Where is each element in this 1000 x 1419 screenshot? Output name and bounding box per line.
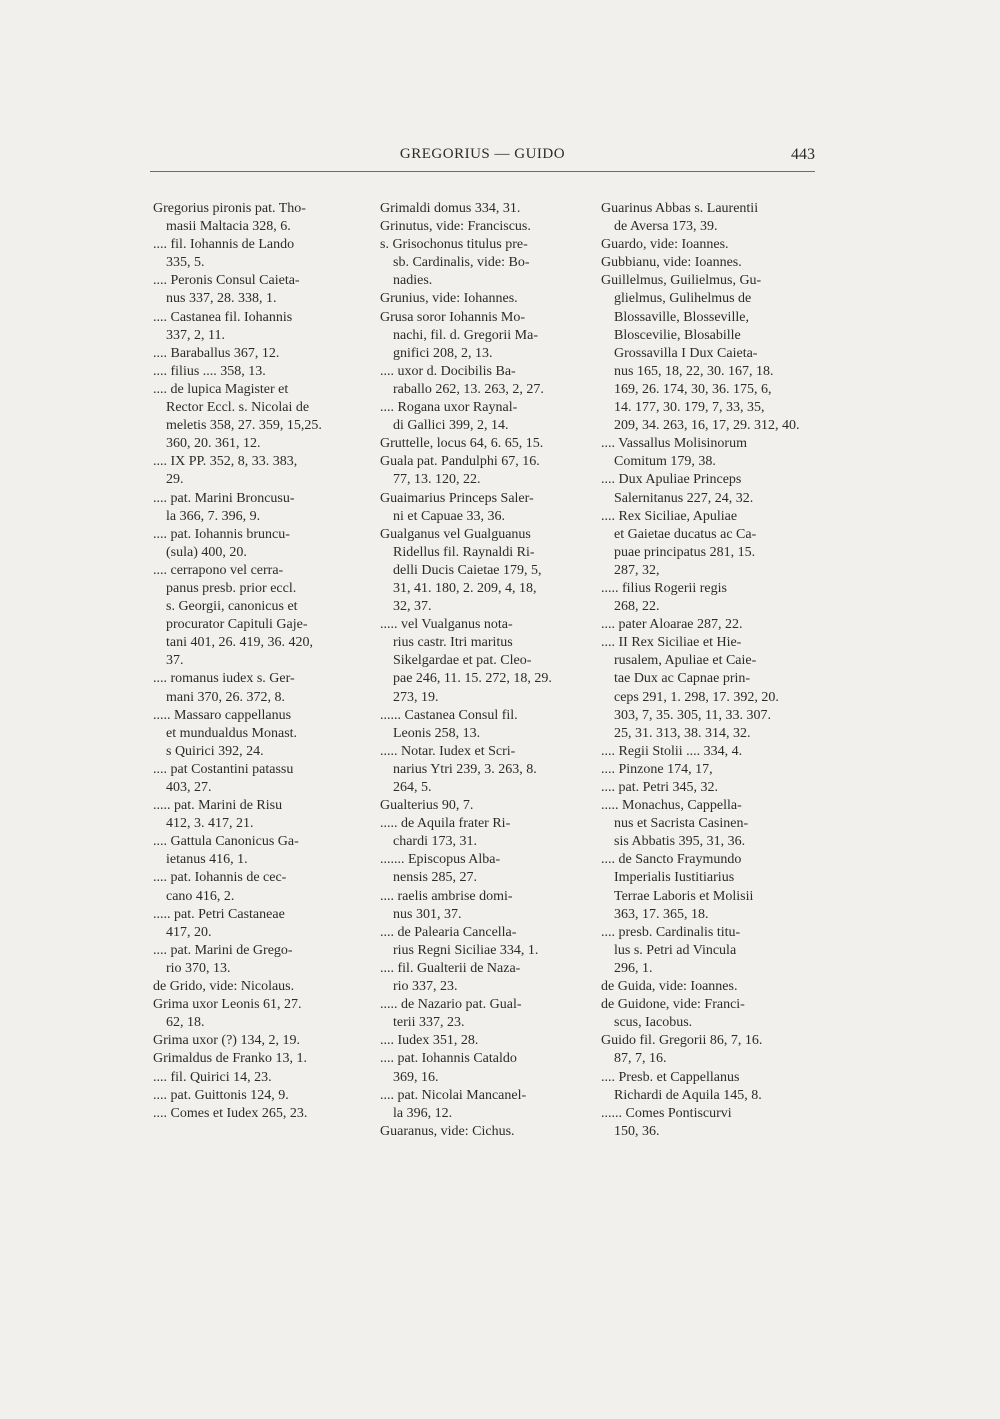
index-entry-line: .... raelis ambrise domi- [380, 888, 513, 904]
index-entry-line: ....... Episcopus Alba- [380, 852, 501, 868]
index-continuation-line: ni et Capuae 33, 36. [393, 508, 505, 524]
index-column-2 [380, 200, 595, 1141]
index-entry-line: Guillelmus, Guilielmus, Gu- [601, 273, 762, 289]
index-continuation-line: s. Georgii, canonicus et [166, 599, 298, 615]
index-entry-line: ...... Castanea Consul fil. [380, 707, 518, 723]
index-entry-line: .... pat. Iohannis bruncu- [153, 526, 290, 542]
index-continuation-line: 150, 36. [614, 1123, 660, 1139]
index-entry-line: .... filius .... 358, 13. [153, 363, 266, 379]
index-entry-line: .... II Rex Siciliae et Hie- [601, 635, 742, 651]
index-continuation-line: 273, 19. [393, 689, 439, 705]
index-entry-line: Guala pat. Pandulphi 67, 16. [380, 454, 540, 470]
index-entry-line: .... Iudex 351, 28. [380, 1033, 479, 1049]
index-continuation-line: ietanus 416, 1. [166, 852, 248, 868]
index-entry-line: .... pat Costantini patassu [153, 761, 294, 777]
index-continuation-line: gnifici 208, 2, 13. [393, 345, 493, 361]
index-entry-line: Gualterius 90, 7. [380, 798, 474, 814]
index-entry-line: .... pat. Iohannis Cataldo [380, 1051, 517, 1067]
index-entry-line: ..... de Aquila frater Ri- [380, 816, 511, 832]
index-entry-line: de Guida, vide: Ioannes. [601, 979, 738, 995]
index-entry-line: ..... pat. Marini de Risu [153, 798, 283, 814]
index-continuation-line: scus, Iacobus. [614, 1015, 693, 1031]
index-continuation-line: Grossavilla I Dux Caieta- [614, 345, 758, 361]
index-entry-line: .... Comes et Iudex 265, 23. [153, 1105, 308, 1121]
index-continuation-line: 360, 20. 361, 12. [166, 436, 261, 452]
index-entry-line: Grinutus, vide: Franciscus. [380, 219, 531, 235]
index-entry-line: Grimaldi domus 334, 31. [380, 201, 521, 216]
index-entry-line: ..... Notar. Iudex et Scri- [380, 743, 516, 759]
index-continuation-line: di Gallici 399, 2, 14. [393, 418, 509, 434]
index-entry-line: .... de Sancto Fraymundo [601, 852, 742, 868]
index-entry-line: .... pater Aloarae 287, 22. [601, 617, 743, 633]
index-continuation-line: 363, 17. 365, 18. [614, 906, 709, 922]
index-entry-line: .... fil. Iohannis de Lando [153, 237, 295, 253]
index-continuation-line: 369, 16. [393, 1069, 439, 1085]
index-entry-line: .... Peronis Consul Caieta- [153, 273, 300, 289]
index-continuation-line: sis Abbatis 395, 31, 36. [614, 834, 746, 850]
index-continuation-line: ceps 291, 1. 298, 17. 392, 20. [614, 689, 779, 705]
index-continuation-line: 264, 5. [393, 780, 432, 795]
index-continuation-line: nachi, fil. d. Gregorii Ma- [393, 327, 539, 343]
index-continuation-line: nadies. [393, 273, 433, 289]
index-entry-line: Gregorius pironis pat. Tho- [153, 201, 306, 216]
index-continuation-line: 403, 27. [166, 780, 212, 795]
index-entry-line: .... uxor d. Docibilis Ba- [380, 363, 516, 379]
index-continuation-line: procurator Capituli Gaje- [166, 617, 308, 633]
index-continuation-line: rio 337, 23. [393, 979, 458, 995]
index-continuation-line: 29. [166, 472, 184, 488]
index-entry-line: Guardo, vide: Ioannes. [601, 237, 729, 253]
index-continuation-line: chardi 173, 31. [393, 834, 477, 850]
index-continuation-line: nensis 285, 27. [393, 870, 477, 886]
index-continuation-line: mani 370, 26. 372, 8. [166, 689, 285, 705]
index-continuation-line: la 366, 7. 396, 9. [166, 508, 261, 524]
index-continuation-line: 32, 37. [393, 599, 432, 615]
index-continuation-line: 268, 22. [614, 599, 660, 615]
index-continuation-line: Comitum 179, 38. [614, 454, 716, 470]
index-entry-line: .... Regii Stolii .... 334, 4. [601, 743, 743, 759]
index-continuation-line: puae principatus 281, 15. [614, 544, 756, 560]
index-continuation-line: Leonis 258, 13. [393, 725, 481, 741]
index-continuation-line: cano 416, 2. [166, 888, 235, 904]
index-continuation-line: nus 301, 37. [393, 906, 462, 922]
index-continuation-line: 37. [166, 653, 184, 669]
index-continuation-line: 77, 13. 120, 22. [393, 472, 481, 488]
index-continuation-line: s Quirici 392, 24. [166, 743, 264, 759]
index-continuation-line: et mundualdus Monast. [166, 725, 298, 741]
index-continuation-line: glielmus, Gulihelmus de [614, 291, 752, 307]
index-continuation-line: rius Regni Siciliae 334, 1. [393, 942, 539, 958]
index-entry-line: .... Gattula Canonicus Ga- [153, 834, 299, 850]
index-entry-line: Grunius, vide: Iohannes. [380, 291, 518, 307]
index-entry-line: Guaranus, vide: Cichus. [380, 1123, 515, 1139]
index-column-3 [601, 200, 816, 1141]
index-continuation-line: Imperialis Iustitiarius [614, 870, 735, 886]
index-continuation-line: meletis 358, 27. 359, 15,25. [166, 418, 322, 434]
index-entry-line: .... cerrapono vel cerra- [153, 562, 284, 578]
index-continuation-line: 31, 41. 180, 2. 209, 4, 18, [393, 580, 537, 596]
index-continuation-line: 62, 18. [166, 1015, 205, 1031]
index-continuation-line: Blossaville, Blosseville, [614, 309, 749, 325]
index-continuation-line: 303, 7, 35. 305, 11, 33. 307. [614, 707, 771, 723]
index-entry-line: .... pat. Nicolai Mancanel- [380, 1087, 527, 1103]
index-column-1 [153, 200, 368, 1123]
index-continuation-line: rius castr. Itri maritus [393, 635, 513, 651]
index-continuation-line: lus s. Petri ad Vincula [614, 942, 737, 958]
index-entry-line: .... Vassallus Molisinorum [601, 436, 747, 452]
index-continuation-line: la 396, 12. [393, 1105, 453, 1121]
index-continuation-line: de Aversa 173, 39. [614, 219, 718, 235]
index-continuation-line: 296, 1. [614, 960, 653, 976]
index-entry-line: .... pat. Marini de Grego- [153, 942, 293, 958]
index-continuation-line: raballo 262, 13. 263, 2, 27. [393, 381, 544, 397]
index-entry-line: .... de Palearia Cancella- [380, 924, 517, 940]
index-continuation-line: 14. 177, 30. 179, 7, 33, 35, [614, 400, 765, 416]
index-continuation-line: narius Ytri 239, 3. 263, 8. [393, 761, 537, 777]
index-entry-line: Grusa soror Iohannis Mo- [380, 309, 526, 325]
index-continuation-line: 412, 3. 417, 21. [166, 816, 254, 832]
header-rule [150, 171, 815, 172]
index-continuation-line: 87, 7, 16. [614, 1051, 667, 1067]
index-continuation-line: 337, 2, 11. [166, 327, 225, 343]
index-continuation-line: 25, 31. 313, 38. 314, 32. [614, 725, 751, 741]
page-number: 443 [791, 146, 815, 163]
index-entry-line: .... de lupica Magister et [153, 381, 289, 397]
index-entry-line: ..... de Nazario pat. Gual- [380, 997, 522, 1013]
index-continuation-line: 209, 34. 263, 16, 17, 29. 312, 40. [614, 418, 800, 434]
index-continuation-line: Rector Eccl. s. Nicolai de [166, 400, 310, 416]
index-continuation-line: 335, 5. [166, 255, 205, 271]
index-entry-line: .... fil. Quirici 14, 23. [153, 1069, 272, 1085]
index-continuation-line: pae 246, 11. 15. 272, 18, 29. [393, 671, 552, 687]
index-entry-line: de Guidone, vide: Franci- [601, 997, 745, 1013]
index-entry-line: Grima uxor Leonis 61, 27. [153, 997, 302, 1013]
index-entry-line: ..... filius Rogerii regis [601, 580, 727, 596]
index-entry-line: Guarinus Abbas s. Laurentii [601, 201, 759, 216]
index-entry-line: ..... vel Vualganus nota- [380, 617, 513, 633]
index-continuation-line: rio 370, 13. [166, 960, 231, 976]
index-continuation-line: Bloscevilie, Blosabille [614, 327, 741, 343]
index-continuation-line: et Gaietae ducatus ac Ca- [614, 526, 757, 542]
index-entry-line: .... pat. Guittonis 124, 9. [153, 1087, 289, 1103]
index-entry-line: .... romanus iudex s. Ger- [153, 671, 295, 687]
page-header [150, 146, 815, 170]
index-continuation-line: nus 165, 18, 22, 30. 167, 18. [614, 363, 774, 379]
index-continuation-line: Terrae Laboris et Molisii [614, 888, 754, 904]
index-continuation-line: 417, 20. [166, 924, 212, 940]
index-entry-line: .... pat. Marini Broncusu- [153, 490, 295, 506]
index-continuation-line: sb. Cardinalis, vide: Bo- [393, 255, 530, 271]
index-continuation-line: nus 337, 28. 338, 1. [166, 291, 277, 307]
index-entry-line: Guido fil. Gregorii 86, 7, 16. [601, 1033, 763, 1049]
index-entry-line: Grimaldus de Franko 13, 1. [153, 1051, 307, 1067]
index-entry-line: .... IX PP. 352, 8, 33. 383, [153, 454, 298, 470]
index-continuation-line: nus et Sacrista Casinen- [614, 816, 749, 832]
index-entry-line: ..... Massaro cappellanus [153, 707, 292, 723]
index-entry-line: .... Baraballus 367, 12. [153, 345, 280, 361]
index-continuation-line: 169, 26. 174, 30, 36. 175, 6, [614, 381, 772, 397]
index-continuation-line: tae Dux ac Capnae prin- [614, 671, 751, 687]
index-entry-line: .... Rogana uxor Raynal- [380, 400, 518, 416]
index-continuation-line: Sikelgardae et pat. Cleo- [393, 653, 532, 669]
index-entry-line: s. Grisochonus titulus pre- [380, 237, 528, 253]
index-entry-line: Grima uxor (?) 134, 2, 19. [153, 1033, 300, 1049]
running-title: GREGORIUS — GUIDO [399, 146, 566, 162]
index-continuation-line: rusalem, Apuliae et Caie- [614, 653, 757, 669]
index-entry-line: ..... pat. Petri Castaneae [153, 906, 285, 922]
index-continuation-line: Richardi de Aquila 145, 8. [614, 1087, 762, 1103]
index-continuation-line: (sula) 400, 20. [166, 544, 247, 560]
index-entry-line: de Grido, vide: Nicolaus. [153, 979, 295, 995]
index-entry-line: Gruttelle, locus 64, 6. 65, 15. [380, 436, 544, 452]
index-entry-line: .... Castanea fil. Iohannis [153, 309, 293, 325]
index-entry-line: .... Presb. et Cappellanus [601, 1069, 740, 1085]
index-entry-line: ...... Comes Pontiscurvi [601, 1105, 732, 1121]
index-continuation-line: tani 401, 26. 419, 36. 420, [166, 635, 313, 651]
index-continuation-line: Salernitanus 227, 24, 32. [614, 490, 754, 506]
index-continuation-line: 287, 32, [614, 562, 660, 578]
index-continuation-line: terii 337, 23. [393, 1015, 465, 1031]
index-continuation-line: masii Maltacia 328, 6. [166, 219, 291, 235]
index-entry-line: .... fil. Gualterii de Naza- [380, 960, 521, 976]
index-entry-line: ..... Monachus, Cappella- [601, 798, 742, 814]
index-entry-line: .... Dux Apuliae Princeps [601, 472, 742, 488]
index-entry-line: .... presb. Cardinalis titu- [601, 924, 741, 940]
index-entry-line: .... pat. Petri 345, 32. [601, 780, 719, 795]
index-continuation-line: Ridellus fil. Raynaldi Ri- [393, 544, 535, 560]
index-entry-line: Gubbianu, vide: Ioannes. [601, 255, 742, 271]
index-continuation-line: panus presb. prior eccl. [166, 580, 297, 596]
index-entry-line: Guaimarius Princeps Saler- [380, 490, 534, 506]
index-entry-line: .... Pinzone 174, 17, [601, 761, 713, 777]
index-entry-line: .... Rex Siciliae, Apuliae [601, 508, 738, 524]
index-entry-line: .... pat. Iohannis de cec- [153, 870, 287, 886]
index-entry-line: Gualganus vel Gualguanus [380, 526, 531, 542]
index-continuation-line: delli Ducis Caietae 179, 5, [393, 562, 542, 578]
